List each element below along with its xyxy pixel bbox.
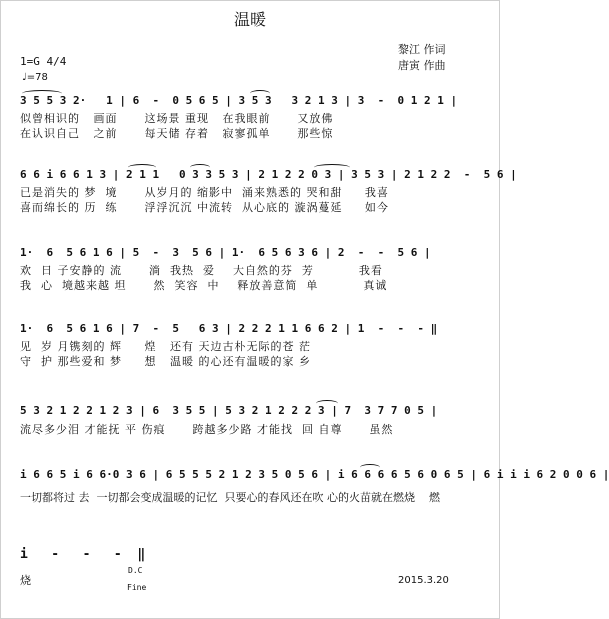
lyric-line-2a: 已是消失的 梦 境 从岁月的 缩影中 涌来熟悉的 哭和甜 我喜 xyxy=(20,186,389,199)
composer-credit: 唐寅 作曲 xyxy=(398,59,446,72)
slur-mark xyxy=(360,464,380,471)
lyric-line-3a: 欢 日 子安静的 流 淌 我热 爱 大自然的芬 芳 我看 xyxy=(20,264,383,277)
tempo-marking: ♩=78 xyxy=(22,72,48,83)
notation-line-5: 5 3 2 1 2 2 1 2 3 | 6 3 5 5 | 5 3 2 1 2 2 2 3 | 7 3 7 7 0 5 | xyxy=(20,404,438,417)
lyric-line-4b: 守 护 那些爱和 梦 想 温暖 的心还有温暖的家 乡 xyxy=(20,355,311,368)
notation-line-6: i 6 6 5 i 6 6·0 3 6 | 6 5 5 5 2 1 2 3 5 0 5 6 | i 6 6 6 6 5 6 0 6 5 | 6 i i i 6 2 0 0 6 | xyxy=(20,468,609,481)
slur-mark xyxy=(128,164,156,171)
slur-mark xyxy=(22,90,62,97)
notation-line-4: 1· 6 5 6 1 6 | 7 - 5 6 3 | 2 2 2 1 1 6 6 2 | 1 - - - ‖ xyxy=(20,322,438,335)
notation-line-1: 3 5 5 3 2· 1 | 6 - 0 5 6 5 | 3 5 3 3 2 1 3 | 3 - 0 1 2 1 | xyxy=(20,94,458,107)
lyric-line-7: 烧 xyxy=(20,574,32,587)
lyric-line-6: 一切都将过 去 一切都会变成温暖的记忆 只要心的春风还在吹 心的火苗就在燃烧 燃 xyxy=(20,491,440,504)
lyric-line-1a: 似曾相识的 画面 这场景 重现 在我眼前 又放佛 xyxy=(20,112,334,125)
slur-mark xyxy=(190,164,210,171)
slur-mark xyxy=(314,164,350,171)
notation-line-2: 6 6 i 6 6 1 3 | 2 1 1 0 3 3 5 3 | 2 1 2 2 0 3 | 3 5 3 | 2 1 2 2 - 5 6 | xyxy=(20,168,517,181)
dc-marking: D.C xyxy=(128,566,143,575)
notation-line-3: 1· 6 5 6 1 6 | 5 - 3 5 6 | 1· 6 5 6 3 6 | 2 - - 5 6 | xyxy=(20,246,431,259)
lyric-line-3b: 我 心 境越来越 坦 然 笑容 中 释放善意简 单 真诚 xyxy=(20,279,388,292)
slur-mark xyxy=(250,90,270,97)
lyric-line-4a: 见 岁 月镌刻的 辉 煌 还有 天边古朴无际的苍 茫 xyxy=(20,340,311,353)
song-title: 温暖 xyxy=(233,10,266,29)
lyric-line-1b: 在认识自己 之前 每天储 存着 寂寥孤单 那些惊 xyxy=(20,127,334,140)
lyricist-credit: 黎江 作词 xyxy=(398,43,446,56)
lyric-line-2b: 喜而绵长的 历 练 浮浮沉沉 中流转 从心底的 漩涡蔓延 如今 xyxy=(20,201,389,214)
key-signature: 1=G 4/4 xyxy=(20,55,67,68)
date-stamp: 2015.3.20 xyxy=(398,575,449,586)
slur-mark xyxy=(316,400,338,407)
lyric-line-5: 流尽多少泪 才能抚 平 伤痕 跨越多少路 才能找 回 自尊 虽然 xyxy=(20,423,394,436)
fine-marking: Fine xyxy=(127,583,147,592)
notation-line-7: i - - - ‖ xyxy=(20,547,146,562)
